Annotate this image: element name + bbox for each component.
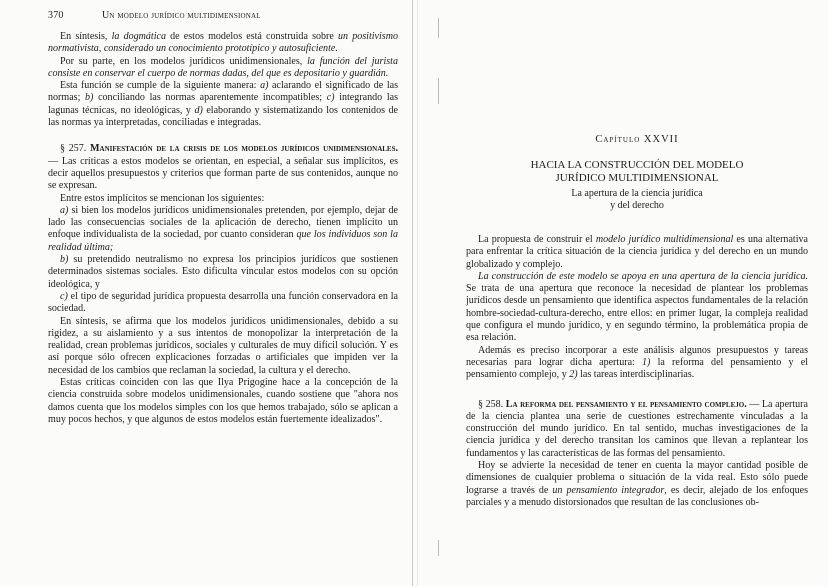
text-run: Entre estos implícitos se mencionan los siguientes: [60, 192, 265, 204]
right-page [414, 0, 828, 586]
chapter-subtitle [466, 188, 808, 212]
text-run: conciliando las normas aparentemente incompatibles; [93, 92, 327, 104]
italic-text: c) [326, 92, 335, 104]
text-run: aclarando el significado de las normas; [48, 80, 398, 104]
text-run: la reforma del pensamiento y el pensamiento complejo, y [466, 356, 808, 381]
page-number: 370 [48, 10, 64, 21]
italic-text: la función del jurista consiste en conservar el cuerpo de normas dadas, del que es depositario y guardián. [48, 55, 398, 79]
paragraph [48, 316, 398, 377]
running-head-title: Un modelo jurídico multidimensional [102, 10, 261, 21]
spacer [466, 382, 808, 399]
italic-text: un positivismo normativista, considerado un conocimiento prototípico y autosuficiente. [48, 31, 398, 55]
text-run: Se trata de una apertura que reconoce la necesidad de plantear los problemas jurídicos desde un pensamiento que identifica aspectos fundamentales de la relación hombre-sociedad-cultura-derecho, entre ellos: en primer lugar, la compleja realidad que configura el mundo jurídico, y en segundo término, la problemática propia de esa relación. [466, 283, 808, 344]
section-title: Manifestación de la crisis de los modelos jurídicos unidimensionales. [90, 143, 398, 155]
text-run: su pretendido neutralismo no expresa los principios jurídicos que sostienen determinados sistemas sociales. Esto dificulta vincular estos modelos con su opción ideológica, y [48, 254, 398, 290]
paragraph [48, 31, 398, 56]
paragraph [48, 80, 398, 129]
section-text: — Las críticas a estos modelos se orientan, en especial, a señalar sus implícitos, es decir aquellos presupuestos y criterios que forman parte de sus contenidos, aunque no se expresan. [48, 155, 398, 192]
text-run: de estos modelos está construida sobre [166, 31, 339, 42]
text-run: Esta función se cumple de la siguiente manera: [60, 80, 261, 92]
paragraph [466, 345, 808, 382]
paragraph [48, 377, 398, 426]
section-257 [48, 143, 398, 192]
text-run: integrando las lagunas técnicas, no ideológicas, y [48, 92, 398, 116]
italic-text: a) [60, 204, 69, 216]
italic-text: d) [194, 104, 203, 116]
text-run: Por su parte, en los modelos jurídicos unidimensionales, [60, 55, 308, 67]
paragraph [466, 460, 808, 509]
text-run: Estas críticas coinciden con las que Ilya Prigogine hace a la concepción de la ciencia construida sobre modelos unidimensionales, cuando sostiene que "ahora nos damos cuenta que los modelos simples con los que hemos trabajado, sólo se aplican a muy pocos hechos, y que algunos de estos modelos están fuertemente idealizados". [48, 377, 398, 425]
list-item [48, 205, 398, 254]
paragraph [466, 234, 808, 271]
italic-text: b) [85, 92, 94, 104]
italic-text: 1) [642, 356, 651, 368]
italic-text: que los individuos son la realidad última; [48, 229, 398, 253]
section-text: — La apertura de la ciencia plantea una serie de cuestiones estrechamente vinculadas a la construcción del mundo jurídico. En tal sentido, muchas investigaciones de la ciencia jurídica y del derecho transitan los caminos que llevan a replantear los fundamentos y las características de las formas del pensamiento. [466, 398, 808, 459]
chapter-subtitle-line: y del derecho [610, 200, 664, 211]
italic-text: a) [260, 80, 269, 92]
section-258 [466, 399, 808, 460]
section-number: § 258. [478, 398, 504, 410]
italic-text: la dogmática [111, 31, 166, 42]
text-run: En síntesis, [60, 31, 112, 42]
italic-text: c) [60, 290, 68, 302]
text-run: Hoy se advierte la necesidad de tener en cuenta la mayor cantidad posible de dimensiones de cualquier problema o situación de la vida real. Esto sólo puede lograrse a través de [466, 460, 808, 496]
section-title: La reforma del pensamiento y el pensamiento complejo. [505, 398, 747, 410]
italic-text: La construcción de este modelo se apoya en una apertura de la ciencia jurídica. [478, 270, 808, 282]
text-run: las tareas interdisciplinarias. [577, 369, 695, 381]
italic-text: un pensamiento integrador [552, 484, 665, 496]
paragraph [48, 193, 398, 205]
chapter-subtitle-line: La apertura de la ciencia jurídica [571, 188, 703, 199]
paragraph [466, 271, 808, 345]
text-run: La propuesta de construir el [478, 234, 596, 245]
chapter-title-line: JURÍDICO MULTIDIMENSIONAL [555, 172, 719, 184]
text-run: es una alternativa para enfrentar la crítica situación de la ciencia jurídica y del derecho en un mundo globalizado y complejo. [466, 234, 808, 270]
italic-text: 2) [569, 369, 578, 381]
text-run: En síntesis, se afirma que los modelos jurídicos unidimensionales, debido a su rigidez, a su aislamiento y a sus intentos de monopolizar la interpretación de la realidad, crean problemas jurídicos, sociales y culturales de muy difícil solución. Y es así porque sólo ofrecen explicaciones forzadas o artificiales que impiden ver la necesidad de los cambios que reclaman la sociedad, la cultura y el derecho. [48, 315, 398, 376]
list-item [48, 291, 398, 316]
text-run: si bien los modelos jurídicos unidimensionales pretenden, por ejemplo, dejar de lado las consecuencias sociales de la aplicación de derecho, tienen implícito un enfoque individualista de la sociedad, por cuanto consideran [48, 204, 398, 241]
chapter-title [466, 159, 808, 185]
running-header [48, 10, 398, 21]
section-number: § 257. [60, 143, 87, 155]
text-run: el tipo de seguridad jurídica propuesta desarrolla una función conservadora en la sociedad. [48, 290, 398, 315]
text-run: elaborando y sistematizando los contenidos de las normas ya interpretadas, conciliadas e integradas. [48, 104, 398, 129]
text-run: , es decir, alejado de los enfoques parciales y a menudo distorsionados que resultan de las conclusiones ob- [466, 484, 808, 508]
chapter-number: Capítulo XXVII [595, 134, 679, 145]
text-run: Además es preciso incorporar a este análisis algunos presupuestos y tareas necesarias para lograr dicha apertura: [466, 344, 808, 368]
list-item [48, 254, 398, 291]
italic-text: b) [60, 254, 69, 266]
paragraph [48, 56, 398, 81]
chapter-title-line: HACIA LA CONSTRUCCIÓN DEL MODELO [530, 159, 744, 171]
italic-text: modelo jurídico multidimensional [595, 234, 734, 245]
